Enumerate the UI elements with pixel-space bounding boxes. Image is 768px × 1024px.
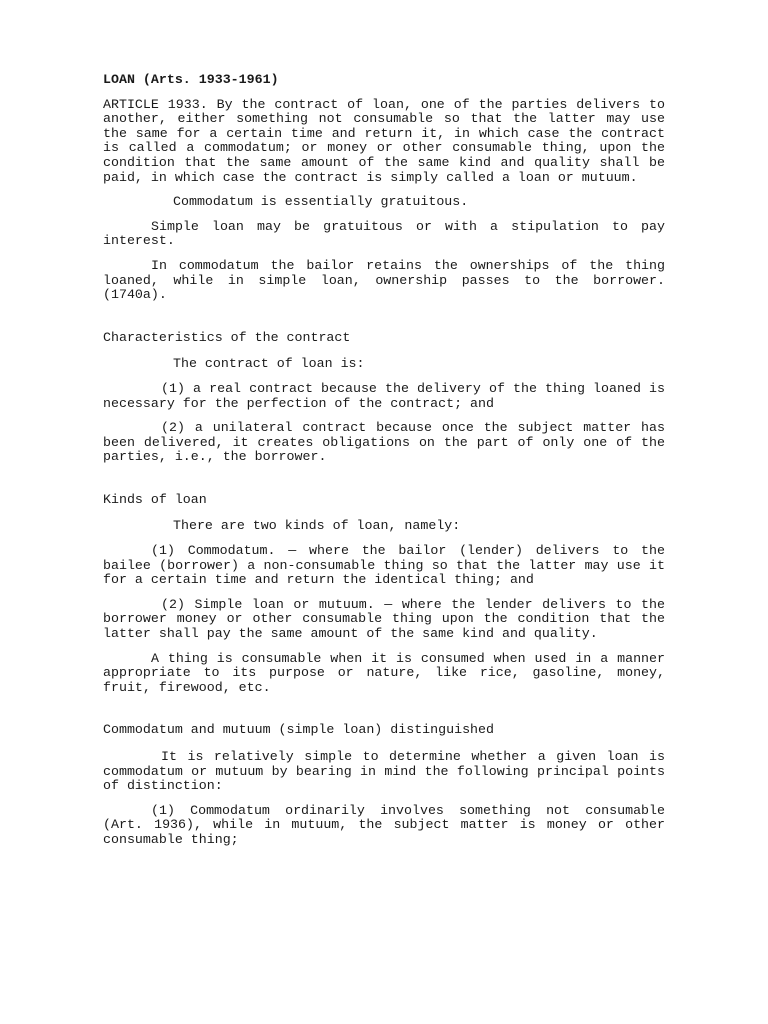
distinguished-item-1: (1) Commodatum ordinarily involves something not consumable (Art. 1936), while in mutuum, the subject matter is money or other consumable thing; <box>103 802 665 847</box>
gratuitous-paragraph: Commodatum is essentially gratuitous. <box>173 194 469 210</box>
characteristics-heading: Characteristics of the contract <box>103 329 351 345</box>
characteristics-item-1: (1) a real contract because the delivery of the thing loaned is necessary for the perfection of the contract; and <box>103 380 665 411</box>
characteristics-item-2: (2) a unilateral contract because once the subject matter has been delivered, it creates obligations on the part of only one of the parties, i.e., the borrower. <box>103 420 665 465</box>
kinds-intro: There are two kinds of loan, namely: <box>173 518 461 534</box>
simple-loan-paragraph: Simple loan may be gratuitous or with a stipulation to pay interest. <box>103 218 665 249</box>
kinds-heading: Kinds of loan <box>103 491 207 507</box>
ownership-paragraph: In commodatum the bailor retains the ownerships of the thing loaned, while in simple loan, ownership passes to the borrower. (1740a). <box>103 257 665 303</box>
article-paragraph: ARTICLE 1933. By the contract of loan, one of the parties delivers to another, either something not consumable so that the latter may use the same for a certain time and return it, in which case the contract is called a commodatum; or money or other consumable thing, upon the condition that the same amount of the same kind and quality shall be paid, in which case the contract is simply called a loan or mutuum. <box>103 96 665 185</box>
document-page <box>103 73 665 858</box>
distinguished-intro: It is relatively simple to determine whether a given loan is commodatum or mutuum by bearing in mind the following principal points of distinction: <box>103 749 665 794</box>
document-title: LOAN (Arts. 1933-1961) <box>103 72 279 87</box>
distinguished-heading: Commodatum and mutuum (simple loan) distinguished <box>103 722 494 738</box>
kinds-item-1: (1) Commodatum. — where the bailor (lender) delivers to the bailee (borrower) a non-consumable thing so that the latter may use it for a certain time and return the identical thing; and <box>103 543 665 588</box>
characteristics-intro: The contract of loan is: <box>173 356 365 372</box>
kinds-item-2: (2) Simple loan or mutuum. — where the lender delivers to the borrower money or other consumable thing upon the condition that the latter shall pay the same amount of the same kind and quality. <box>103 596 665 642</box>
consumable-paragraph: A thing is consumable when it is consumed when used in a manner appropriate to its purpose or nature, like rice, gasoline, money, fruit, firewood, etc. <box>103 650 665 695</box>
